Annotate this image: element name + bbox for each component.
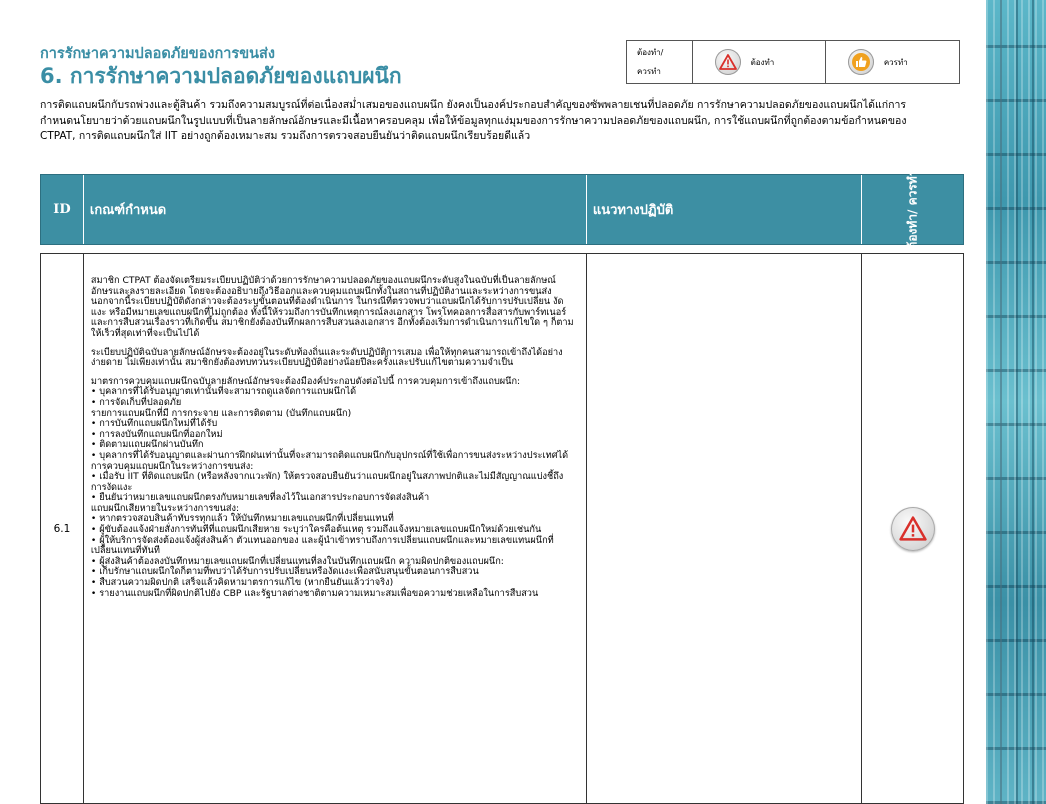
legend-should [826, 41, 959, 83]
criteria-line: • การลงบันทึกแถบผนึกที่ออกใหม่ [90, 428, 223, 440]
criteria-line: การควบคุมแถบผนึกในระหว่างการขนส่ง: [90, 460, 254, 472]
criteria-line: • การจัดเก็บที่ปลอดภัย [90, 396, 182, 408]
criteria-line: • ผู้ส่งสินค้าต้องลงบันทึกหมายเลขแถบผนึกที่เปลี่ยนแทนที่ลงในบันทึกแถบผนึก ความผิดปกติของแถบผนึก: [90, 555, 504, 567]
criteria-line: • ผู้ให้บริการจัดส่งต้องแจ้งผู้ส่งสินค้า ตัวแทนออกของ และผู้นำเข้าทราบถึงการเปลี่ยนแถบผนึกและหมายเลขแทนผนึกที่เปลี่ยนแทนที่ทันที [90, 534, 554, 557]
criteria-line: • หากตรวจสอบสินค้าทับรรทุกแล้ว ให้บันทึกหมายเลขแถบผนึกที่เปลี่ยนแทนที่ [90, 513, 394, 525]
warning-icon [891, 507, 935, 551]
row-id: 6.1 [41, 254, 84, 803]
page-title: 6. การรักษาความปลอดภัยของแถบผนึก [40, 64, 402, 88]
criteria-line: • ยืนยันว่าหมายเลขแถบผนึกตรงกับหมายเลขที่ลงไว้ในเอกสารประกอบการจัดส่งสินค้า [90, 492, 430, 504]
criteria-line: • บุคลากรที่ได้รับอนุญาตเท่านั้นที่จะสามารถดูแลจัดการแถบผนึกได้ [90, 386, 357, 398]
legend-should-label: ควรทำ [883, 57, 908, 67]
legend-box [626, 40, 960, 84]
criteria-line: • รายงานแถบผนึกที่ผิดปกติไปยัง CBP และรัฐบาลต่างชาติตามความเหมาะสมเพื่อขอความช่วยเหลือในการสืบสวน [90, 587, 539, 599]
criteria-paragraph-2: ระเบียบปฏิบัติฉบับลายลักษณ์อักษรจะต้องอยู่ในระดับท้องถิ่นและระดับปฏิบัติการเสมอ เพื่อให้ทุกคนสามารถเข้าถึงได้อย่างง่ายดาย ไม่เพียงเท่านั้น สมาชิกยังต้องทบทวนระเบียบปฏิบัติอย่างน้อยปีละครั้งและปรับแก้ไขตามความจำเป็น [90, 346, 563, 369]
header-id: ID [41, 175, 84, 244]
criteria-line: • การบันทึกแถบผนึกใหม่ที่ได้รับ [90, 418, 218, 430]
table-row [40, 253, 964, 804]
criteria-line: • สืบสวนความผิดปกติ เสร็จแล้วคิดหามาตรการแก้ไข (หากยืนยันแล้วว่าจริง) [90, 577, 394, 589]
criteria-line: รายการแถบผนึกที่มี การกระจาย และการติดตาม (บันทึกแถบผนึก) [90, 407, 352, 419]
header-guidance: แนวทางปฏิบัติ [587, 175, 862, 244]
legend-label-line1: ต้องทำ/ [637, 48, 664, 57]
legend-must-label: ต้องทำ [750, 57, 775, 67]
criteria-line: • บุคลากรที่ได้รับอนุญาตและผ่านการฝึกฝนเท่านั้นที่จะสามารถติดแถบผนึกกับอุปกรณ์ที่ใช้เพื่อการขนส่งระหว่างประเทศได้ [90, 449, 569, 461]
legend-label-line2: ควรทำ [637, 67, 661, 76]
intro-paragraph: การติดแถบผนึกกับรถพ่วงและตู้สินค้า รวมถึงความสมบูรณ์ที่ต่อเนื่องสม่ำเสมอของแถบผนึก ยังคงเป็นองค์ประกอบสำคัญของซัพพลายเชนที่ปลอดภัย การรักษาความปลอดภัยของแถบผนึกได้แก่การกำหนดนโยบายว่าด้วยแถบผนึกในรูปแบบที่เป็นลายลักษณ์อักษรและมีเนื้อหาครอบคลุม เพื่อให้ข้อมูลทุกแง่มุมของการรักษาความปลอดภัยของแถบผนึก, การใช้แถบผนึกที่ถูกต้องตามข้อกำหนดของ CTPAT, การติดแถบผนึกใส่ IIT อย่างถูกต้องเหมาะสม รวมถึงการตรวจสอบยืนยันว่าติดแถบผนึกเรียบร้อยดีแล้ว [40, 99, 907, 143]
container-stack-image [986, 0, 1046, 804]
legend-must [693, 41, 826, 83]
row-criteria [84, 254, 587, 803]
table-header [40, 169, 964, 250]
criteria-line: • เก็บรักษาแถบผนึกใดก็ตามที่พบว่าได้รับการปรับเปลี่ยนหรืองัดแงะเพื่อสนับสนุนขั้นตอนการสืบสวน [90, 566, 479, 578]
header-requirement [862, 169, 963, 250]
criteria-line: แถบผนึกเสียหายในระหว่างการขนส่ง: [90, 502, 240, 514]
thumbs-up-icon [848, 49, 874, 75]
criteria-line: • เมื่อรับ IIT ที่ติดแถบผนึก (หรือหลังจากแวะพัก) ให้ตรวจสอบยืนยันว่าแถบผนึกอยู่ในสภาพปกติและไม่มีสัญญาณแบ่งชี้ถึงการงัดแงะ [90, 471, 564, 493]
criteria-paragraph-1: สมาชิก CTPAT ต้องจัดเตรียมระเบียบปฏิบัติว่าด้วยการรักษาความปลอดภัยของแถบผนึกระดับสูงในฉบับที่เป็นลายลักษณ์อักษรและลงรายละเอียด โดยจะต้องอธิบายถึงวิธีออกและควบคุมแถบผนึกทั้งในสถานที่ปฏิบัติงานและระหว่างการขนส่ง นอกจากนี้ระเบียบปฏิบัติดังกล่าวจะต้องระบุขั้นตอนที่ต้องดำเนินการ ในกรณีที่ตรวจพบว่าแถบผนึกได้รับการปรับเปลี่ยน งัดแงะ หรือมีหมายเลขแถบผนึกที่ไม่ถูกต้อง ทั้งนี้ให้รวมถึงการบันทึกเหตุการณ์ลงเอกสาร โพรโทคอลการสื่อสารกับพาร์ทเนอร์ และการสืบสวนเรื่องราวที่เกิดขึ้น สมาชิกยังต้องบันทึกผลการสืบสวนลงเอกสาร อีกทั้งต้องเริ่มการดำเนินการแก้ไขใด ๆ ก็ตามให้เร็วที่สุดเท่าที่จะเป็นไปได้ [90, 275, 574, 339]
warning-icon [715, 49, 741, 75]
criteria-line: มาตรการควบคุมแถบผนึกฉบับลายลักษณ์อักษรจะต้องมีองค์ประกอบดังต่อไปนี้ การควบคุมการเข้าถึงแถบผนึก: [90, 375, 521, 387]
header-criteria: เกณฑ์กำหนด [84, 175, 587, 244]
criteria-line: • ผู้ขับต้องแจ้งฝ่ายสั่งการทันทีที่แถบผนึกเสียหาย ระบุว่าใครคือต้นเหตุ รวมถึงแจ้งหมายเลขแถบผนึกใหม่ด้วยเช่นกัน [90, 524, 542, 536]
row-guidance [587, 254, 862, 803]
legend-header [627, 41, 693, 83]
header-requirement-label: ต้องทำ/ ควรทำ [905, 169, 920, 250]
section-subtitle: การรักษาความปลอดภัยของการขนส่ง [40, 46, 275, 62]
criteria-line: • ติดตามแถบผนึกผ่านบันทึก [90, 439, 204, 451]
row-requirement [862, 254, 963, 803]
